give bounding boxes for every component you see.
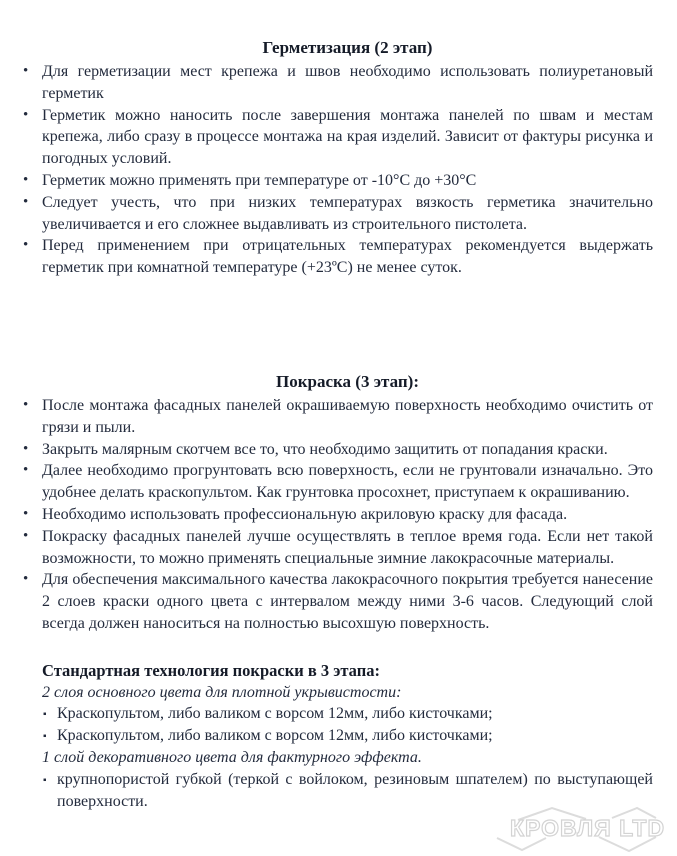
bullet-icon: • <box>23 440 29 457</box>
square-bullet-icon: ▪ <box>43 774 47 786</box>
bullet-icon: • <box>23 505 29 522</box>
bullet-icon: • <box>23 63 29 79</box>
list-item <box>23 105 653 170</box>
list-item <box>42 769 653 813</box>
bullet-icon: • <box>23 527 29 544</box>
list-item <box>23 235 653 279</box>
sealing-bullet-list <box>23 61 653 279</box>
bullet-text: Для обеспечения максимального качества лакокрасочного покрытия требуется нанесение 2 слоев краски одного цвета с интервалом между ними 3-6 часов. Следующий слой всегда должен наноситься на полностью высохшую поверхность. <box>42 571 653 632</box>
list-item <box>23 569 653 634</box>
list-item <box>23 61 653 105</box>
bullet-icon: • <box>23 193 29 210</box>
painting-bullet-list <box>23 395 653 635</box>
bullet-text: Следует учесть, что при низких температурах вязкость герметика значительно увеличивается и его сложнее выдавливать из строительного пистолета. <box>42 193 653 233</box>
list-item <box>23 439 653 461</box>
chevron-down-icon <box>599 837 656 851</box>
bullet-text: Необходимо использовать профессиональную акриловую краску для фасада. <box>42 505 568 523</box>
bullet-text: Краскопультом, либо валиком с ворсом 12мм, либо кисточками; <box>57 705 493 723</box>
bullet-icon: • <box>23 571 29 588</box>
list-item <box>42 703 653 725</box>
square-bullet-icon: ▪ <box>43 731 47 743</box>
tech-heading: Стандартная технология покраски в 3 этапа: <box>42 660 380 680</box>
decorative-coat-list <box>42 769 653 813</box>
bullet-text: Герметик можно наносить после завершения монтажа панелей по швам и местам крепежа, либо сразу в процессе монтажа на края изделий. Зависит от фактуры рисунка и погодных условий. <box>42 106 653 168</box>
list-item <box>23 504 653 526</box>
list-item <box>23 526 653 570</box>
chevron-down-icon <box>497 838 546 850</box>
bullet-text: Далее необходимо прогрунтовать всю поверхность, если не грунтовали изначально. Это удобнее делать краскопультом. Как грунтовка просохнет, приступаем к окрашиванию. <box>42 462 653 502</box>
bullet-text: После монтажа фасадных панелей окрашиваемую поверхность необходимо очистить от грязи и пыли. <box>42 396 653 436</box>
list-item <box>23 460 653 504</box>
bullet-icon: • <box>23 171 29 188</box>
base-coat-list <box>42 703 653 747</box>
bullet-icon: • <box>23 237 29 254</box>
bullet-icon: • <box>23 106 29 123</box>
tech-group-label-decorative-coat: 1 слой декоративного цвета для фактурного эффекта. <box>42 748 422 766</box>
bullet-text: Перед применением при отрицательных температурах рекомендуется выдержать герметик при комнатной температуре (+23ºС) не менее суток. <box>42 237 653 277</box>
bullet-text: Закрыть малярным скотчем все то, что необходимо защитить от попадания краски. <box>42 440 608 458</box>
bullet-text: Герметик можно применять при температуре от -10°С до +30°С <box>42 171 477 189</box>
bullet-icon: • <box>23 462 29 479</box>
section-title-sealing: Герметизация (2 этап) <box>262 38 433 57</box>
tech-group-label-base-coat: 2 слоя основного цвета для плотной укрывистости: <box>42 683 402 701</box>
list-item <box>23 192 653 236</box>
bullet-text: крупнопористой губкой (теркой с войлоком, резиновым шпателем) по выступающей поверхности. <box>57 770 653 810</box>
bullet-text: Для герметизации мест крепежа и швов необходимо использовать полиуретановый герметик <box>42 63 653 102</box>
watermark-text: КРОВЛЯ LTD <box>510 815 666 841</box>
list-item <box>23 395 653 439</box>
bullet-icon: • <box>23 396 29 413</box>
list-item <box>23 170 653 192</box>
list-item <box>42 725 653 747</box>
square-bullet-icon: ▪ <box>43 709 47 721</box>
section-title-painting: Покраска (3 этап): <box>275 371 419 391</box>
bullet-text: Краскопультом, либо валиком с ворсом 12мм, либо кисточками; <box>57 727 493 745</box>
bullet-text: Покраску фасадных панелей лучше осуществлять в теплое время года. Если нет такой возможности, то можно применять специальные зимние лакокрасочные материалы. <box>42 527 653 567</box>
